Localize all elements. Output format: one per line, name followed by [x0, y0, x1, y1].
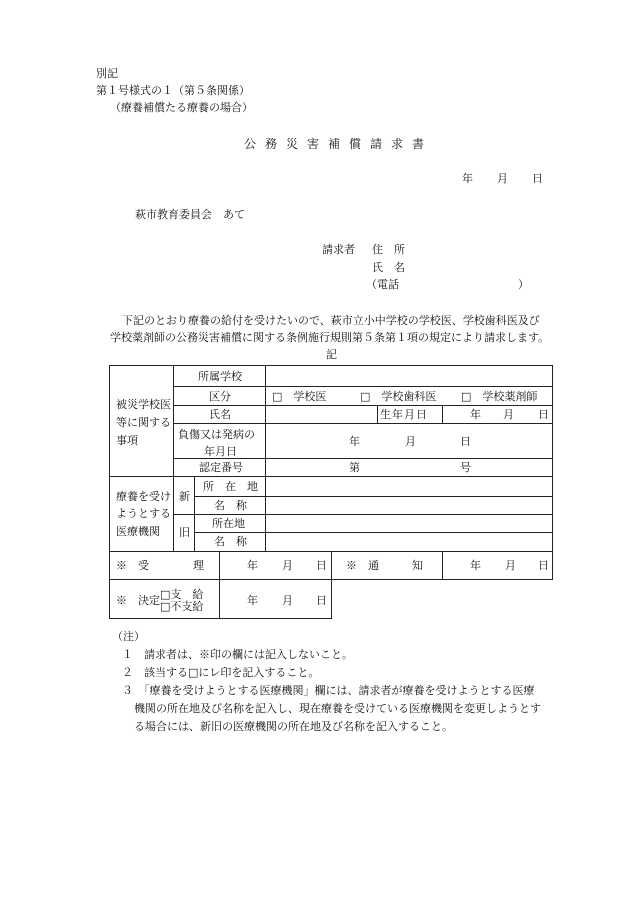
- decision-day: 日: [316, 594, 327, 607]
- claimant-name-label: 氏 名: [372, 261, 405, 274]
- checkbox-school-doctor[interactable]: □ 学校医: [272, 390, 327, 403]
- date-year: 年: [462, 172, 473, 185]
- category-label: 区分: [209, 390, 231, 403]
- decision-label: ※ 決定: [116, 594, 160, 607]
- new-label: 新: [179, 490, 190, 503]
- birthdate-label: 生年月日: [380, 408, 428, 421]
- claimant-phone-close: ）: [518, 278, 529, 291]
- addressee: 萩市教育委員会 あて: [135, 208, 245, 221]
- note-3-line-2: 機関の所在地及び名称を記入し、現在療養を受けている医療機関を変更しようとす: [134, 702, 541, 715]
- notice-year: 年: [470, 559, 481, 572]
- intro-line-2: 学校薬剤師の公務災害補償に関する条例施行規則第５条第１項の規定により請求します。: [110, 331, 550, 344]
- received-year: 年: [247, 559, 258, 572]
- ki-label: 記: [326, 348, 337, 361]
- decision-year: 年: [247, 594, 258, 607]
- new-location-label: 所 在 地: [203, 480, 258, 493]
- header-subtitle: （療養補償たる療養の場合）: [110, 101, 253, 114]
- note-3-line-3: る場合には、新旧の医療機関の所在地及び名称を記入すること。: [134, 720, 453, 733]
- notice-label: ※ 通 知: [346, 559, 423, 572]
- checkbox-school-pharmacist[interactable]: □ 学校薬剤師: [461, 390, 538, 403]
- claimant-label: 請求者: [322, 243, 355, 256]
- received-month: 月: [282, 559, 293, 572]
- name-label: 氏名: [209, 408, 231, 421]
- date-month: 月: [497, 172, 508, 185]
- page-title: 公務災害補償請求書: [244, 137, 434, 151]
- header-betsuki: 別記: [96, 67, 118, 80]
- old-label: 旧: [179, 526, 190, 539]
- injury-day: 日: [460, 435, 471, 448]
- section2-label-l3: 医療機関: [116, 525, 160, 538]
- school-field[interactable]: [266, 366, 552, 386]
- notice-day: 日: [538, 559, 549, 572]
- claimant-address-label: 住 所: [372, 243, 405, 256]
- note-1: １ 請求者は、※印の欄には記入しないこと。: [122, 648, 353, 661]
- birth-year: 年: [470, 408, 481, 421]
- date-day: 日: [532, 172, 543, 185]
- notice-month: 月: [505, 559, 516, 572]
- received-day: 日: [316, 559, 327, 572]
- checkbox-nopay[interactable]: □不支給: [160, 600, 204, 613]
- cert-number-label: 認定番号: [199, 461, 243, 474]
- section1-label-l1: 被災学校医: [116, 398, 171, 411]
- section1-label-l3: 事項: [116, 434, 138, 447]
- checkbox-school-dentist[interactable]: □ 学校歯科医: [360, 390, 437, 403]
- old-name-label: 名 称: [214, 535, 247, 548]
- injury-date-label-l2: 年月日: [204, 445, 237, 458]
- notes-heading: （注）: [112, 630, 145, 643]
- injury-date-label-l1: 負傷又は発病の: [178, 428, 255, 441]
- name-field[interactable]: [266, 406, 376, 423]
- received-label: ※ 受 理: [116, 559, 204, 572]
- decision-month: 月: [282, 594, 293, 607]
- section2-label-l2: ようとする: [116, 507, 171, 520]
- birth-day: 日: [538, 408, 549, 421]
- note-2: ２ 該当する□にレ印を記入すること。: [122, 666, 320, 679]
- injury-month: 月: [405, 435, 416, 448]
- cert-dai: 第: [349, 461, 360, 474]
- birth-month: 月: [503, 408, 514, 421]
- header-form-number: 第１号様式の１（第５条関係）: [96, 84, 250, 97]
- intro-line-1: 下記のとおり療養の給付を受けたいので、萩市立小中学校の学校医、学校歯科医及び: [122, 314, 540, 327]
- section1-label-l2: 等に関する: [116, 416, 171, 429]
- claimant-phone-label: （電話: [366, 278, 399, 291]
- note-3-line-1: ３ 「療養を受けようとする医療機関」欄には、請求者が療養を受けようとする医療: [122, 684, 535, 697]
- cert-go: 号: [460, 461, 471, 474]
- injury-year: 年: [349, 435, 360, 448]
- checkbox-pay[interactable]: □支 給: [160, 588, 204, 601]
- section2-label-l1: 療養を受け: [116, 490, 171, 503]
- new-name-label: 名 称: [214, 499, 247, 512]
- old-location-label: 所在地: [212, 517, 245, 530]
- school-label: 所属学校: [198, 370, 242, 383]
